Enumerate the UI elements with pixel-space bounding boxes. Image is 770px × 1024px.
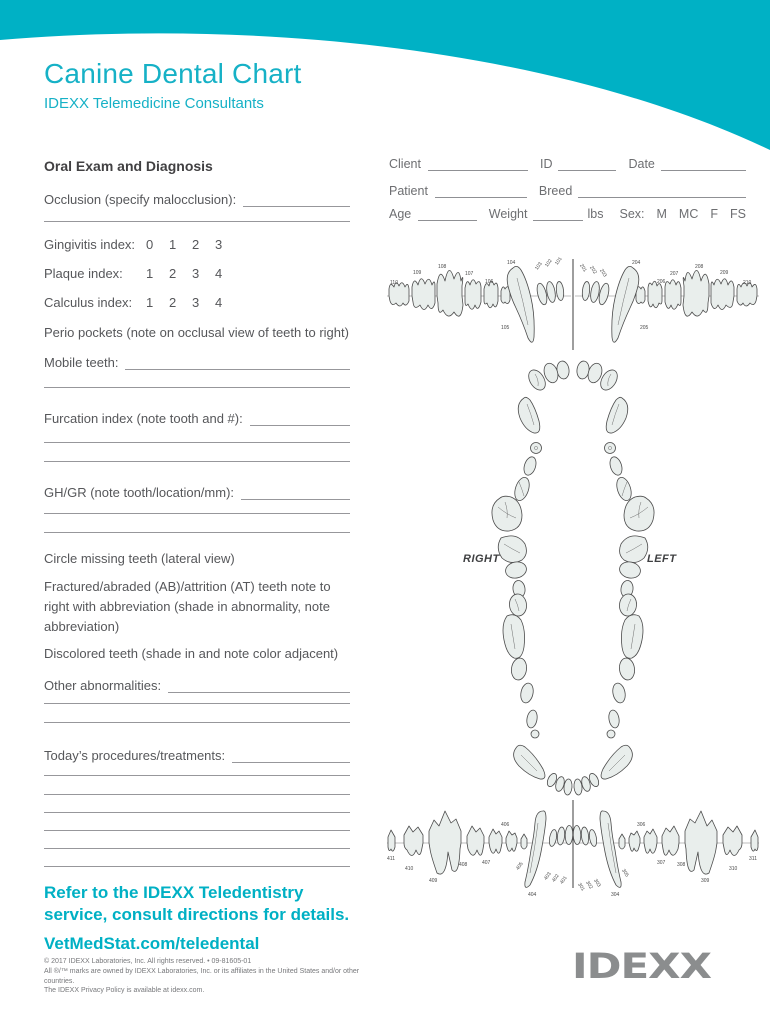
tooth-number-label: 203 — [598, 268, 608, 279]
ghgr-write-line-2 — [44, 513, 350, 514]
title-block — [44, 58, 302, 112]
gingivitis-option-3: 3 — [215, 237, 223, 252]
furcation-label: Furcation index (note tooth and #): — [44, 411, 243, 426]
tooth-number-label: 206 — [657, 279, 666, 285]
gingivitis-label: Gingivitis index: — [44, 237, 136, 252]
mobile-teeth-write-line — [125, 356, 350, 370]
calculus-option-1: 2 — [169, 295, 177, 310]
tooth-number-label: 405 — [515, 861, 525, 872]
tooth-number-label: 309 — [701, 878, 710, 884]
tooth-number-label: 104 — [507, 260, 516, 266]
plaque-option-0: 1 — [146, 266, 154, 281]
age-label: Age — [389, 207, 412, 221]
date-label: Date — [628, 157, 655, 171]
tooth-number-label: 301 — [576, 882, 586, 893]
tooth-number-label: 401 — [559, 875, 569, 886]
other-write-line-2 — [44, 703, 350, 704]
tooth-number-label: 304 — [611, 892, 620, 898]
tooth-number-label: 408 — [459, 862, 468, 868]
circle-missing-label: Circle missing teeth (lateral view) — [44, 551, 235, 566]
breed-write-line — [578, 184, 746, 198]
tooth-number-label: 209 — [720, 270, 729, 276]
sex-option-f: F — [710, 207, 719, 221]
tooth-number-label: 210 — [743, 280, 752, 286]
plaque-index-field — [44, 266, 350, 281]
today-write-line-7 — [44, 866, 350, 867]
weight-write-line — [533, 207, 582, 221]
upper-teeth-diagram — [385, 253, 770, 353]
today-write-line-3 — [44, 794, 350, 795]
tooth-number-label: 307 — [657, 860, 666, 866]
ghgr-label: GH/GR (note tooth/location/mm): — [44, 485, 235, 500]
sex-label: Sex: — [619, 207, 645, 221]
furcation-write-line-3 — [44, 461, 350, 462]
plaque-option-3: 4 — [215, 266, 223, 281]
tooth-number-label: 402 — [551, 873, 561, 884]
perio-pockets-label: Perio pockets (note on occlusal view of teeth to right) — [44, 325, 349, 340]
other-write-line-3 — [44, 722, 350, 723]
id-label: ID — [539, 157, 553, 171]
other-abnormalities-label: Other abnormalities: — [44, 678, 162, 693]
occlusion-write-line-2 — [44, 221, 350, 222]
tooth-number-label: 406 — [501, 822, 510, 828]
ghgr-write-line-3 — [44, 532, 350, 533]
calculus-label: Calculus index: — [44, 295, 133, 310]
fractured-label: Fractured/abraded (AB)/attrition (AT) teeth note to right with abbreviation (shade in abnormality, note abbreviation) — [44, 579, 331, 635]
weight-unit-label: lbs — [587, 207, 604, 221]
tooth-number-label: 305 — [620, 868, 630, 879]
age-write-line — [418, 207, 477, 221]
plaque-label: Plaque index: — [44, 266, 123, 281]
tooth-number-label: 306 — [637, 822, 646, 828]
today-write-line-2 — [44, 775, 350, 776]
tooth-number-label: 208 — [695, 264, 704, 270]
calculus-index-field — [44, 295, 350, 310]
oral-exam-section — [44, 158, 350, 898]
plaque-option-1: 2 — [169, 266, 177, 281]
tooth-number-label: 407 — [482, 860, 491, 866]
gingivitis-option-1: 1 — [169, 237, 177, 252]
calculus-option-0: 1 — [146, 295, 154, 310]
tooth-number-label: 108 — [438, 264, 447, 270]
other-abnormalities-field — [44, 678, 350, 693]
date-write-line — [661, 157, 746, 171]
occlusion-field — [44, 192, 350, 207]
tooth-number-label: 107 — [465, 271, 474, 277]
today-write-line-4 — [44, 812, 350, 813]
mobile-teeth-label: Mobile teeth: — [44, 355, 119, 370]
tooth-number-label: 410 — [405, 866, 414, 872]
client-write-line — [428, 157, 528, 171]
furcation-write-line — [250, 412, 350, 426]
left-side-label: LEFT — [647, 553, 677, 565]
weight-label: Weight — [488, 207, 528, 221]
occlusion-write-line — [243, 193, 350, 207]
tooth-number-label: 205 — [640, 325, 649, 331]
tooth-number-label: 404 — [528, 892, 537, 898]
sex-option-mc: MC — [678, 207, 699, 221]
breed-label: Breed — [538, 184, 573, 198]
patient-write-line — [435, 184, 527, 198]
tooth-number-label: 109 — [413, 270, 422, 276]
tooth-number-label: 207 — [670, 271, 679, 277]
client-label: Client — [389, 157, 421, 171]
tooth-number-label: 102 — [544, 258, 554, 269]
today-procedures-field — [44, 748, 350, 763]
tooth-number-label: 105 — [501, 325, 510, 331]
tooth-number-label: 106 — [485, 279, 494, 285]
patient-label: Patient — [389, 184, 428, 198]
patient-info-row-1 — [389, 157, 746, 171]
id-write-line — [558, 157, 616, 171]
teledentistry-note — [44, 882, 374, 926]
copyright-line: © 2017 IDEXX Laboratories, Inc. All rights reserved. • 09-81605-01 — [44, 958, 252, 965]
patient-info-row-2 — [389, 184, 746, 198]
tooth-number-label: 303 — [592, 878, 602, 889]
tooth-number-label: 302 — [584, 880, 594, 891]
sex-option-m: M — [656, 207, 667, 221]
tooth-number-label: 310 — [729, 866, 738, 872]
tooth-number-label: 201 — [578, 263, 588, 274]
teledentistry-line-1: Refer to the IDEXX Teledentistry — [44, 883, 304, 902]
idexx-logo: IDEXX — [572, 946, 711, 987]
tooth-number-label: 411 — [387, 856, 395, 862]
vetmedstat-link[interactable]: VetMedStat.com/teledental — [44, 934, 260, 953]
tooth-number-label: 103 — [534, 261, 544, 272]
patient-info-row-3 — [389, 207, 746, 221]
ghgr-write-line — [241, 486, 350, 500]
lower-teeth-diagram — [385, 798, 770, 903]
furcation-write-line-2 — [44, 442, 350, 443]
gingivitis-option-0: 0 — [146, 237, 154, 252]
gingivitis-option-2: 2 — [192, 237, 200, 252]
today-write-line-6 — [44, 848, 350, 849]
tooth-number-label: 311 — [749, 856, 757, 862]
trademark-line: All ®/™ marks are owned by IDEXX Laboratories, Inc. or its affiliates in the United States and/or other countries. — [44, 967, 360, 985]
tooth-number-label: 202 — [588, 265, 598, 276]
today-procedures-label: Today’s procedures/treatments: — [44, 748, 226, 763]
calculus-option-2: 3 — [192, 295, 200, 310]
ghgr-field — [44, 485, 350, 500]
furcation-field — [44, 411, 350, 426]
sex-option-fs: FS — [730, 207, 746, 221]
tooth-number-label: 110 — [390, 280, 398, 286]
plaque-option-2: 3 — [192, 266, 200, 281]
tooth-number-label: 204 — [632, 260, 641, 266]
mobile-teeth-write-line-2 — [44, 387, 350, 388]
occlusion-label: Occlusion (specify malocclusion): — [44, 192, 237, 207]
tooth-number-label: 409 — [429, 878, 438, 884]
tooth-number-label: 308 — [677, 862, 686, 868]
teledentistry-line-2: service, consult directions for details. — [44, 904, 350, 924]
mobile-teeth-field — [44, 355, 350, 370]
today-write-line-5 — [44, 830, 350, 831]
tooth-number-label: 101 — [554, 256, 564, 267]
page-subtitle: IDEXX Telemedicine Consultants — [44, 95, 264, 112]
other-write-line — [168, 679, 350, 693]
today-write-line — [232, 749, 350, 763]
discolored-label: Discolored teeth (shade in and note color adjacent) — [44, 646, 339, 661]
page-title: Canine Dental Chart — [44, 58, 302, 89]
occlusal-diagram — [385, 352, 770, 800]
legal-fineprint — [44, 957, 374, 996]
tooth-number-label: 403 — [543, 871, 553, 882]
calculus-option-3: 4 — [215, 295, 223, 310]
privacy-line: The IDEXX Privacy Policy is available at idexx.com. — [44, 987, 205, 995]
section-title: Oral Exam and Diagnosis — [44, 158, 213, 174]
right-side-label: RIGHT — [463, 553, 500, 565]
occlusal-svg — [385, 352, 770, 800]
gingivitis-index-field — [44, 237, 350, 252]
